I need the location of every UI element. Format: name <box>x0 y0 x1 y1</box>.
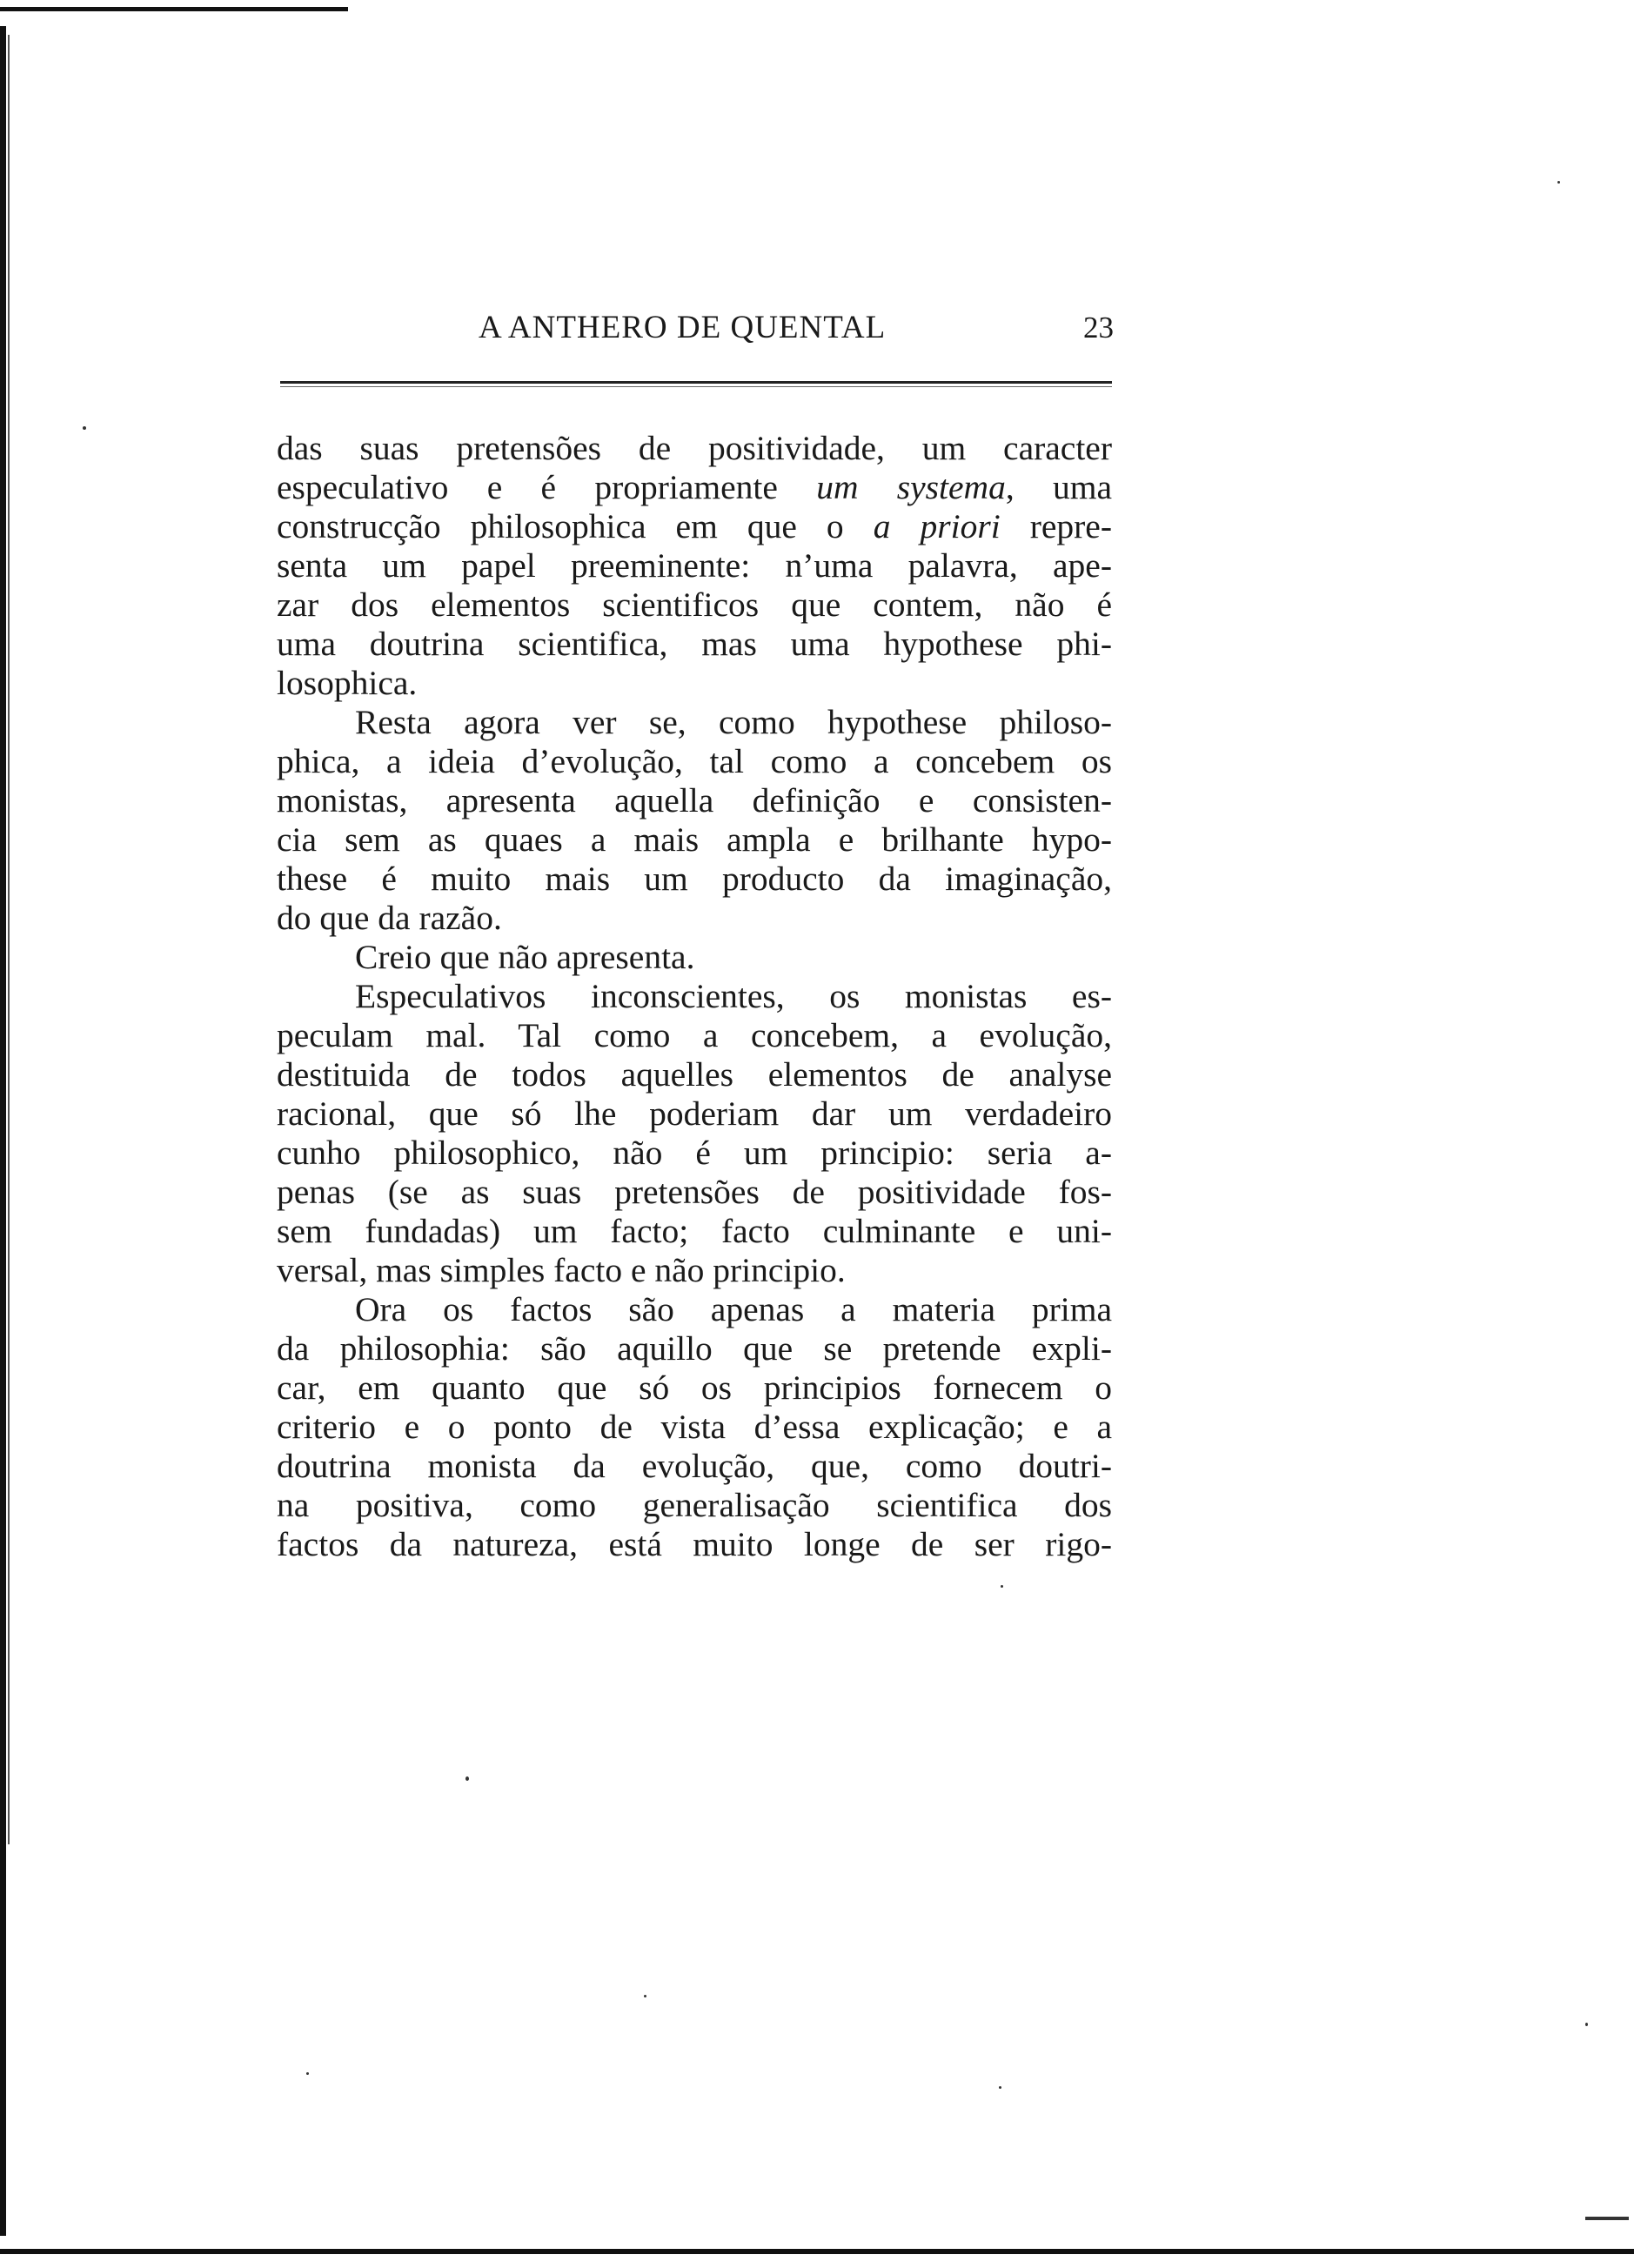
text-line: penas (se as suas pretensões de positividade fos- <box>277 1173 1112 1211</box>
text-line: Especulativos inconscientes, os monistas es- <box>355 977 1112 1015</box>
text-line: construcção philosophica em que o a priori repre- <box>277 507 1112 545</box>
text-line: versal, mas simples facto e não principio. <box>277 1251 846 1289</box>
scan-speck <box>1585 2023 1588 2026</box>
scan-edge-left-inner <box>8 35 10 1844</box>
scan-speck <box>83 426 86 430</box>
text-line: especulativo e é propriamente um systema, uma <box>277 468 1112 506</box>
scan-speck <box>999 2086 1001 2089</box>
text-line: factos da natureza, está muito longe de ser rigo- <box>277 1525 1112 1563</box>
text-line: zar dos elementos scientificos que contem, não é <box>277 585 1112 624</box>
body-text <box>277 429 1112 1564</box>
page-number: 23 <box>1083 311 1114 345</box>
text-line: da philosophia: são aquillo que se pretende expli- <box>277 1329 1112 1368</box>
scan-speck <box>1001 1585 1003 1588</box>
text-line: Ora os factos são apenas a materia prima <box>355 1290 1112 1328</box>
scan-edge-top <box>0 7 348 11</box>
scan-speck <box>465 1776 469 1781</box>
text-line: destituida de todos aquelles elementos de analyse <box>277 1055 1112 1094</box>
scan-edge-bottom <box>0 2249 1634 2254</box>
text-line: monistas, apresenta aquella definição e consisten- <box>277 781 1112 820</box>
text-line: losophica. <box>277 664 418 702</box>
text-line: uma doutrina scientifica, mas uma hypothese phi- <box>277 625 1112 663</box>
scan-edge-left <box>0 26 6 2236</box>
running-head <box>278 309 1114 352</box>
text-line: phica, a ideia d’evolução, tal como a concebem os <box>277 742 1112 780</box>
scan-mark-bottom-right <box>1585 2217 1629 2220</box>
text-line: cunho philosophico, não é um principio: seria a- <box>277 1134 1112 1172</box>
scan-speck <box>1557 181 1560 184</box>
text-line: cia sem as quaes a mais ampla e brilhante hypo- <box>277 820 1112 859</box>
text-line: Resta agora ver se, como hypothese philoso- <box>355 703 1112 741</box>
text-line: doutrina monista da evolução, que, como doutri- <box>277 1447 1112 1485</box>
text-line: racional, que só lhe poderiam dar um verdadeiro <box>277 1094 1112 1133</box>
text-line: na positiva, como generalisação scientifica dos <box>277 1486 1112 1524</box>
header-rule-thin <box>280 386 1112 387</box>
text-line: das suas pretensões de positividade, um caracter <box>277 429 1112 467</box>
header-rule <box>280 381 1112 384</box>
text-line: these é muito mais um producto da imaginação, <box>277 860 1112 898</box>
text-line: do que da razão. <box>277 899 502 937</box>
running-title: A ANTHERO DE QUENTAL <box>479 310 887 345</box>
text-line: car, em quanto que só os principios fornecem o <box>277 1368 1112 1407</box>
text-line: peculam mal. Tal como a concebem, a evolução, <box>277 1016 1112 1054</box>
text-line: criterio e o ponto de vista d’essa explicação; e a <box>277 1408 1112 1446</box>
text-line: senta um papel preeminente: n’uma palavra, ape- <box>277 546 1112 585</box>
text-line: sem fundadas) um facto; facto culminante e uni- <box>277 1212 1112 1250</box>
scan-speck <box>644 1995 646 1997</box>
text-line: Creio que não apresenta. <box>355 938 695 976</box>
scan-speck <box>306 2072 309 2075</box>
